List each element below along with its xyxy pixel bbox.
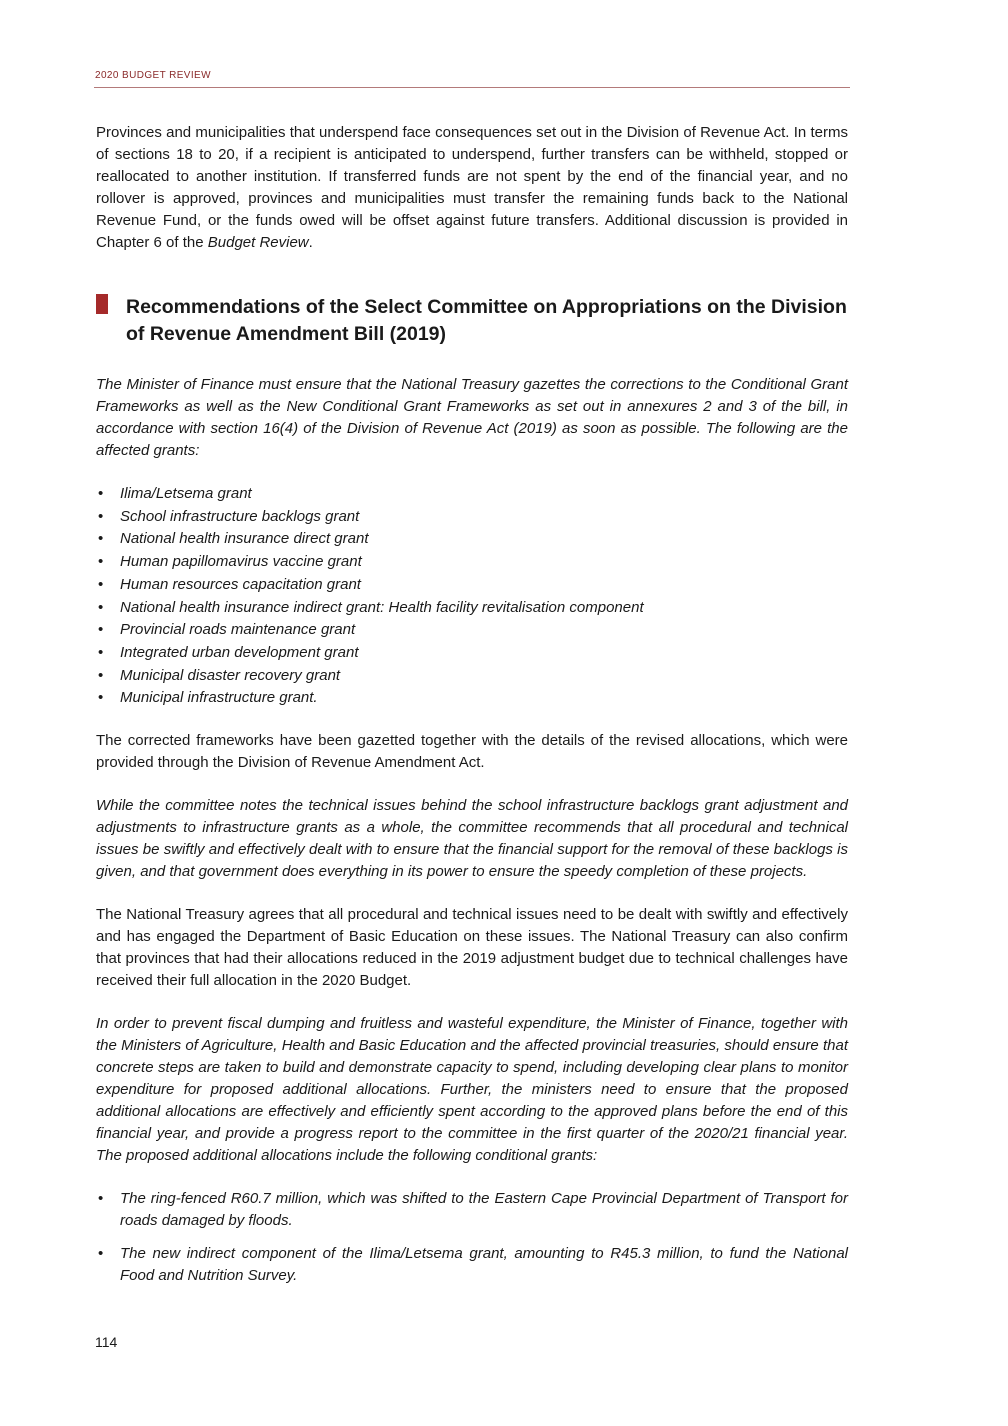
- response-paragraph-2: The National Treasury agrees that all procedural and technical issues need to be dealt with swiftly and effectively and has engaged the Department of Basic Education on these issues. The National Treasury can also confirm that provinces that had their allocations reduced in the 2019 adjustment budget due to technical challenges have received their full allocation in the 2020 Budget.: [96, 906, 848, 990]
- bullet-icon: •: [98, 1190, 104, 1208]
- grant-name: Ilima/Letsema grant: [120, 485, 252, 502]
- page-number: 114: [95, 1334, 118, 1350]
- list-item: [96, 687, 848, 710]
- section-heading-text: Recommendations of the Select Committee on Appropriations on the Division of Revenue Amendment Bill (2019): [126, 296, 847, 345]
- grant-name: Municipal infrastructure grant.: [120, 689, 318, 707]
- grant-name: School infrastructure backlogs grant: [120, 507, 360, 525]
- bullet-icon: •: [98, 689, 104, 707]
- intro-text: Provinces and municipalities that underspend face consequences set out in the Division of Revenue Act. In terms of sections 18 to 20, if a recipient is anticipated to underspend, further transfers can be withheld, stopped or reallocated to another institution. If transferred funds are not spent by the end of the financial year, and no rollover is approved, provinces and municipalities must transfer the remaining funds back to the National Revenue Fund, or the funds owed will be offset against future transfers. Additional discussion is provided in Chapter 6 of the: [96, 124, 848, 251]
- list-item: [96, 642, 848, 665]
- grant-name: Provincial roads maintenance grant: [120, 621, 356, 639]
- grant-name: Municipal disaster recovery grant: [120, 666, 341, 684]
- bullet-icon: •: [98, 1245, 104, 1263]
- list-item: [96, 551, 848, 574]
- recommendation-paragraph-1: The Minister of Finance must ensure that the National Treasury gazettes the corrections to the Conditional Grant Frameworks as well as the New Conditional Grant Frameworks as set out in annexures 2 and 3 of the bill, in accordance with section 16(4) of the Division of Revenue Act (2019) as soon as possible. The following are the affected grants:: [96, 376, 848, 459]
- allocation-text: The new indirect component of the Ilima/Letsema grant, amounting to R45.3 million, to fund the National Food and Nutrition Survey.: [120, 1245, 848, 1285]
- bullet-icon: •: [98, 598, 104, 616]
- additional-allocations-list: [96, 1188, 848, 1287]
- list-item: [96, 506, 848, 529]
- grant-name: Human papillomavirus vaccine grant: [120, 553, 362, 571]
- allocation-text: The ring-fenced R60.7 million, which was shifted to the Eastern Cape Provincial Department of Transport for roads damaged by floods.: [120, 1190, 848, 1230]
- bullet-icon: •: [98, 575, 104, 593]
- running-header: 2020 BUDGET REVIEW: [95, 70, 211, 81]
- affected-grants-list: [96, 483, 848, 710]
- recommendation-paragraph-3: In order to prevent fiscal dumping and fruitless and wasteful expenditure, the Minister of Finance, together with the Ministers of Agriculture, Health and Basic Education and the affected provincial treasuries, should ensure that concrete steps are taken to build and demonstrate capacity to spend, including developing clear plans to monitor expenditure for proposed additional allocations. Further, the ministers need to ensure that the proposed additional allocations are effectively and efficiently spent according to the approved plans before the end of this financial year, and provide a progress report to the committee in the first quarter of the 2020/21 financial year. The proposed additional allocations include the following conditional grants:: [96, 1015, 848, 1165]
- bullet-icon: •: [98, 643, 104, 661]
- list-item: [96, 665, 848, 688]
- bullet-icon: •: [98, 553, 104, 571]
- heading-marker-block: [96, 294, 108, 314]
- grant-name: Human resources capacitation grant: [120, 575, 361, 593]
- list-item: [96, 1188, 848, 1232]
- list-item: [96, 574, 848, 597]
- intro-text-end: .: [308, 234, 313, 251]
- header-divider: [94, 87, 850, 88]
- bullet-icon: •: [98, 666, 104, 684]
- bullet-icon: •: [98, 485, 104, 502]
- recommendation-paragraph-2: While the committee notes the technical issues behind the school infrastructure backlogs grant adjustment and adjustments to infrastructure grants as a whole, the committee recommends that all procedural and technical issues be swiftly and effectively dealt with to ensure that the financial support for the removal of these backlogs is given, and that government does everything in its power to ensure the speedy completion of these projects.: [96, 797, 848, 881]
- response-paragraph-1: The corrected frameworks have been gazetted together with the details of the revised allocations, which were provided through the Division of Revenue Amendment Act.: [96, 732, 848, 772]
- grant-name: Integrated urban development grant: [120, 643, 359, 661]
- bullet-icon: •: [98, 530, 104, 548]
- grant-name: National health insurance indirect grant: Health facility revitalisation component: [120, 598, 644, 616]
- list-item: [96, 597, 848, 620]
- grant-name: National health insurance direct grant: [120, 530, 369, 548]
- list-item: [96, 483, 848, 506]
- page-content: [96, 122, 848, 1298]
- list-item: [96, 619, 848, 642]
- intro-paragraph: [96, 122, 848, 254]
- list-item: [96, 528, 848, 551]
- intro-italic-title: Budget Review: [207, 234, 309, 251]
- section-heading: [96, 294, 848, 348]
- bullet-icon: •: [98, 507, 104, 525]
- list-item: [96, 1243, 848, 1287]
- bullet-icon: •: [98, 621, 104, 639]
